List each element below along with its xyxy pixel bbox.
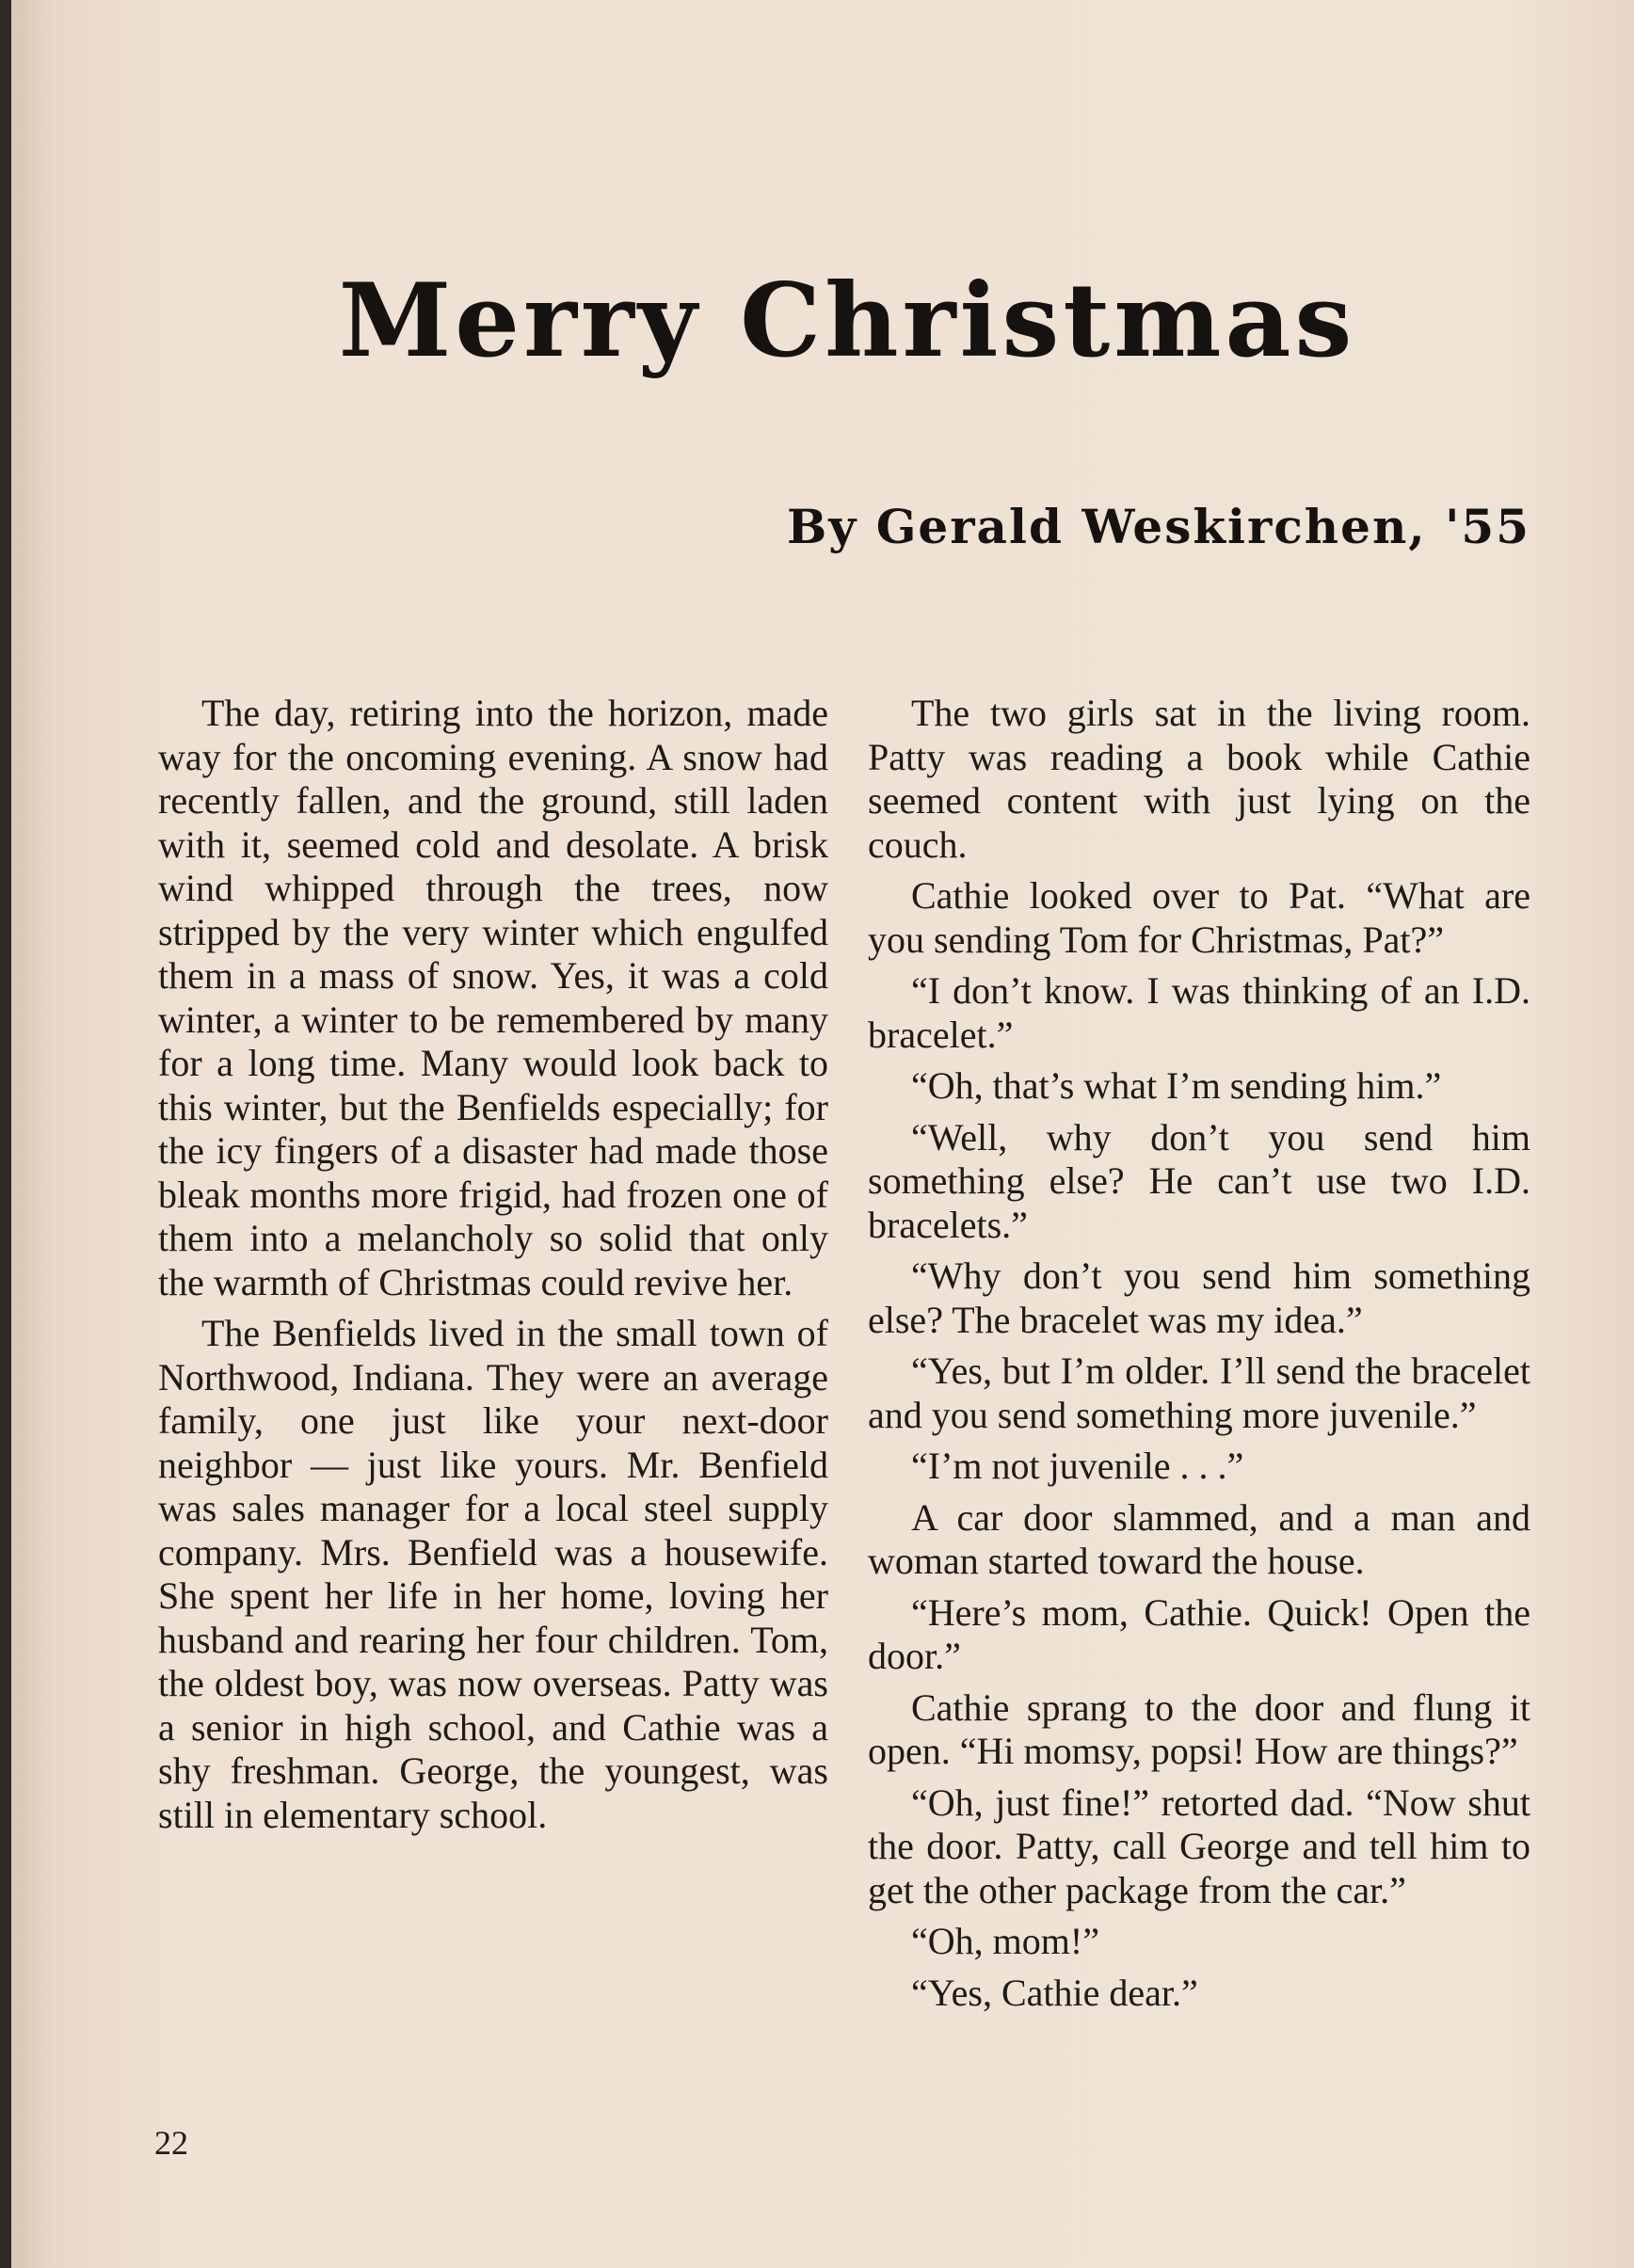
paragraph: “Oh, just fine!” retorted dad. “Now shut the door. Patty, call George and tell him to get the other package from the car.” — [868, 1781, 1530, 1911]
paragraph: “I don’t know. I was thinking of an I.D. bracelet.” — [868, 969, 1530, 1056]
paragraph: “I’m not juvenile . . .” — [911, 1445, 1244, 1487]
paragraph: Cathie sprang to the door and flung it open. “Hi momsy, popsi! How are things?” — [868, 1685, 1530, 1772]
paragraph: A car door slammed, and a man and woman started toward the house. — [868, 1495, 1530, 1582]
paragraph: The day, retiring into the horizon, made way for the oncoming evening. A snow had recently fallen, and the ground, still laden with it, seemed cold and desolate. A brisk wind whipped through the trees, now stripped by the very winter which engulfed them in a mass of snow. Yes, it was a cold winter, a winter to be remembered by many for a long time. Many would look back to this winter, but the Benfields especially; for the icy fingers of a disaster had made those bleak months more frigid, had frozen one of them into a melancholy so solid that only the warmth of Christmas could revive her. — [158, 692, 828, 1303]
left-column — [158, 692, 828, 1837]
story-title: Merry Christmas — [338, 262, 1356, 380]
paragraph: “Well, why don’t you send him something else? He can’t use two I.D. bracelets.” — [868, 1115, 1530, 1246]
paragraph: “Oh, that’s what I’m sending him.” — [911, 1064, 1442, 1107]
paragraph: “Why don’t you send him something else? The bracelet was my idea.” — [868, 1254, 1530, 1341]
paragraph: “Here’s mom, Cathie. Quick! Open the door.” — [868, 1590, 1530, 1677]
paragraph: “Yes, Cathie dear.” — [911, 1971, 1198, 2014]
paragraph: Cathie looked over to Pat. “What are you sending Tom for Christmas, Pat?” — [868, 874, 1530, 961]
paragraph: The two girls sat in the living room. Patty was reading a book while Cathie seemed content with just lying on the couch. — [868, 692, 1530, 866]
paragraph: The Benfields lived in the small town of Northwood, Indiana. They were an average family, one just like your next-door neighbor — just like yours. Mr. Benfield was sales manager for a local steel supply company. Mrs. Benfield was a housewife. She spent her life in her home, loving her husband and rearing her four children. Tom, the oldest boy, was now overseas. Patty was a senior in high school, and Cathie was a shy freshman. George, the youngest, was still in elementary school. — [158, 1312, 828, 1836]
paragraph: “Yes, but I’m older. I’ll send the bracelet and you send something more juvenile.” — [868, 1350, 1530, 1436]
right-column — [868, 692, 1530, 2015]
byline: By Gerald Weskirchen, '55 — [786, 499, 1530, 554]
paragraph: “Oh, mom!” — [911, 1920, 1099, 1962]
page-number: 22 — [154, 2124, 188, 2162]
